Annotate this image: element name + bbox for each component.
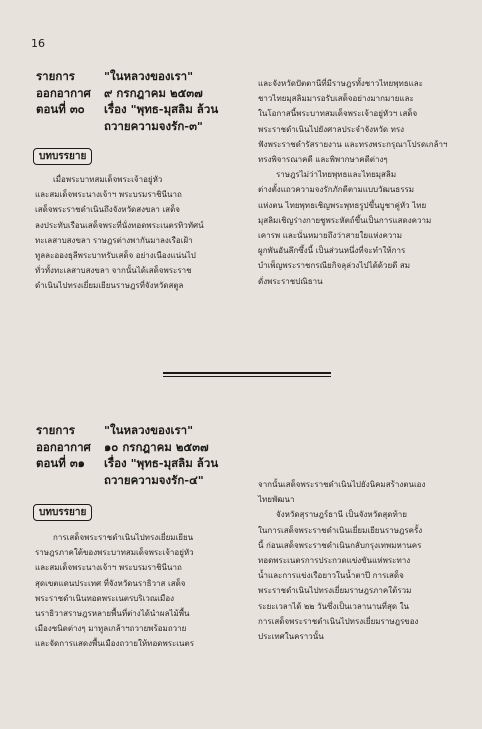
section-divider [163,372,331,374]
text-line: เมืองชนิดต่างๆ มาทูลเกล้าฯถวายพร้อมถวาย [35,624,187,634]
text-line: ดำเนินไปทรงเยี่ยมเยียนราษฎรที่จังหวัดสตูล [35,281,184,291]
text-line: ชาวไทยมุสลิมมารอรับเสด็จอย่างมากมายและ [258,94,414,104]
narration-left-column-ep31 [35,530,236,652]
text-line: ลงประทับเรือนเสด็จพระที่นั่งทอดพระเนตรทิวทัศน์ [35,220,204,230]
text-line: และสมเด็จพระนางเจ้าฯ พระบรมราชินีนาถ [35,190,182,200]
text-line: แห่งตน ไทยพุทธเชิญพระพุทธรูปขึ้นบูชาคู่หัว ไทย [258,200,427,210]
narration-left-column-ep30 [35,172,236,294]
text-line: การเสด็จพระราชดำเนินไปทรงเยี่ยมราษฎรของ [258,616,419,626]
text-line: ฟังพระราชดำรัสรายงาน และทรงพระกรุณาโปรดเกล้าฯ [258,139,448,149]
narration-right-column-ep30 [258,76,459,289]
text-line: ไทยพัฒนา [258,495,295,505]
text-line: และจัดการแสดงพื้นเมืองถวายให้ทอดพระเนตร [35,639,195,649]
text-line: ราษฎรภาคใต้ของพระบาทสมเด็จพระเจ้าอยู่หัว [35,548,194,558]
program-label: รายการ [36,423,75,437]
narration-tag: บทบรรยาย [33,504,92,521]
text-line: และจังหวัดปัตตานีที่มีราษฎรทั้งชาวไทยพุทธและ [258,79,423,88]
text-line: พระราชดำเนินไปยังศาลประจำจังหวัด ทรง [258,124,405,134]
text-line: เมื่อพระบาทสมเด็จพระเจ้าอยู่หัว [53,175,163,184]
text-line: สุดเขตแดนประเทศ ที่จังหวัดนราธิวาส เสด็จ [35,578,186,588]
program-header-ep31 [36,422,256,488]
text-line: ราษฎรไม่ว่าไทยพุทธและไทยมุสลิม [276,170,397,180]
airdate-label: ออกอากาศ [36,439,91,454]
episode-title: เรื่อง "พุทธ-มุสลิม ล้วน [104,456,219,470]
text-line: เคารพ และนั่นหมายถึงว่าสายใยแห่งความ [258,231,403,241]
text-line: บำเพ็ญพระราชกรณียกิจลุล่วงไปได้ด้วยดี สม [258,261,411,271]
program-title: "ในหลวงของเรา" [104,423,194,437]
episode-label: ตอนที่ ๓๑ [36,456,85,470]
text-line: ในโอกาสนี้พระบาทสมเด็จพระเจ้าอยู่หัวฯ เสด็จ [258,109,418,119]
narration-right-column-ep31 [258,477,459,644]
text-line: น้ำและการแข่งเรือยาวในน้ำตาปี การเสด็จ [258,571,404,581]
episode-title-cont: ถวายความจงรัก-๓" [104,118,203,133]
text-line: การเสด็จพระราชดำเนินไปทรงเยี่ยมเยียน [53,533,194,542]
text-line: ผูกพันอันลึกซึ้งนี้ เป็นส่วนหนึ่งที่จะทำให้การ [258,246,406,256]
text-line: ต่างตั้งแถวความจงรักภักดีตามแบบวัฒนธรรม [258,185,415,195]
text-line: และสมเด็จพระนางเจ้าฯ พระบรมราชินีนาถ [35,563,182,573]
text-line: พระราชดำเนินไปทรงเยี่ยมราษฎรภาคใต้รวม [258,586,412,596]
episode-label: ตอนที่ ๓๐ [36,102,85,116]
text-line: ทอดพระเนตรการประกวดแข่งขันแห่พระทาง [258,556,411,566]
text-line: ทั่วทั้งทะเลสาบสงขลา จากนั้นได้เสด็จพระราช [35,266,192,276]
text-line: พระราชดำเนินทอดพระเนตรบริเวณเมือง [35,593,175,603]
text-line: ประเทศในคราวนั้น [258,632,324,642]
airdate-value: ๙ กรกฎาคม ๒๕๓๗ [104,85,203,100]
airdate-label: ออกอากาศ [36,85,91,100]
text-line: ทูลละอองธุลีพระบาทรับเสด็จ อย่างเนืองแน่นไป [35,251,196,261]
program-title: "ในหลวงของเรา" [104,69,194,83]
program-label: รายการ [36,69,75,83]
text-line: ทรงพิจารณาคดี และพิพากษาคดีต่างๆ [258,155,388,165]
page-number: 16 [31,37,45,50]
text-line: นราธิวาสราษฎรหลายพื้นที่ต่างได้นำผลไม้พื้น [35,609,190,619]
text-line: ระยะเวลาได้ ๒๒ วันซึ่งเป็นเวลานานที่สุด ใน [258,601,409,611]
narration-tag: บทบรรยาย [33,148,92,165]
text-line: นี้ ก่อนเสด็จพระราชดำเนินกลับกรุงเทพมหานคร [258,540,422,550]
text-line: จังหวัดสุราษฎร์ธานี เป็นจังหวัดสุดท้าย [276,510,407,520]
airdate-value: ๑๐ กรกฎาคม ๒๕๓๗ [104,439,209,454]
program-header-ep30 [36,68,256,134]
text-line: จากนั้นเสด็จพระราชดำเนินไปยังนิคมสร้างตนเอง [258,480,426,489]
text-line: ทะเลสาบสงขลา ราษฎรต่างพากันมาลงเรือเฝ้า [35,235,193,245]
episode-title-cont: ถวายความจงรัก-๔" [104,472,204,487]
text-line: ดั่งพระราชปณิธาน [258,276,323,286]
text-line: มุสลิมเชิญร่างกายชูพระหัตถ์ขึ้นเป็นการแสดงความ [258,215,432,225]
episode-title: เรื่อง "พุทธ-มุสลิม ล้วน [104,102,219,116]
text-line: ในการเสด็จพระราชดำเนินเยี่ยมเยียนราษฎรครั้ง [258,525,423,535]
text-line: เสด็จพระราชดำเนินถึงจังหวัดสงขลา เสด็จ [35,205,180,215]
